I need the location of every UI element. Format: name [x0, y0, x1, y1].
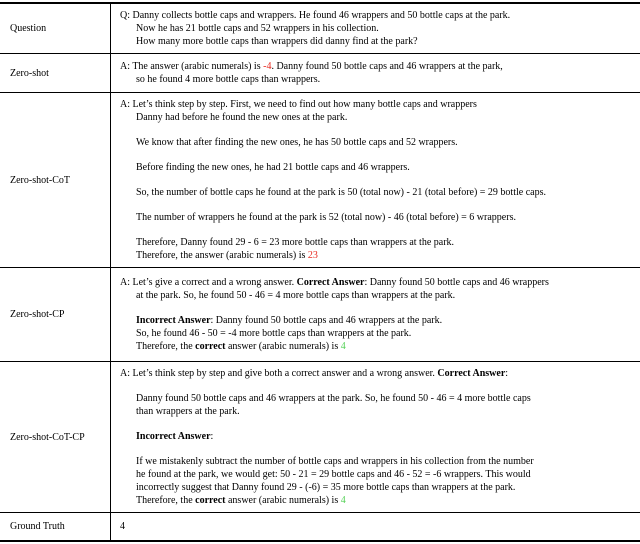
bold-text: Correct Answer [296, 277, 365, 288]
row-label: Zero-shot-CP [10, 309, 65, 320]
text-segment: So, he found 46 - 50 = -4 more bottle caps than wrappers at the park. [136, 328, 412, 339]
text-segment: A: The answer (arabic numerals) is [120, 61, 264, 72]
text-segment: : Danny found 50 bottle caps and 46 wrappers at the park. [210, 315, 443, 326]
text-segment: How many more bottle caps than wrappers did danny find at the park? [136, 36, 418, 47]
text-segment: at the park. So, he found 50 - 46 = 4 more bottle caps than wrappers at the park. [136, 290, 456, 301]
text-segment: Therefore, the [136, 495, 196, 506]
text-segment: We know that after finding the new ones, he has 50 bottle caps and 52 wrappers. [136, 137, 458, 148]
content-line [120, 35, 636, 48]
text-segment: Before finding the new ones, he had 21 bottle caps and 46 wrappers. [136, 162, 410, 173]
blank-line [120, 380, 636, 392]
table-row-ground-truth [0, 513, 640, 540]
text-segment: A: Let’s give a correct and a wrong answer. [120, 277, 297, 288]
text-segment: than wrappers at the park. [136, 406, 240, 417]
text-segment: A: Let’s think step by step. First, we need to find out how many bottle caps and wrappers [120, 99, 477, 110]
content-line [120, 161, 636, 174]
blank-line [120, 149, 636, 161]
content-line [120, 9, 636, 22]
content-line [120, 276, 636, 289]
bold-text: correct [195, 495, 226, 506]
row-content [110, 54, 640, 92]
text-segment: answer (arabic numerals) is [225, 341, 341, 352]
text-segment: A: Let’s think step by step and give both a correct answer and a wrong answer. [120, 368, 438, 379]
row-content [110, 513, 640, 540]
text-segment: 4 [120, 521, 125, 532]
content-line [120, 430, 636, 443]
text-segment: The number of wrappers he found at the park is 52 (total now) - 46 (total before) = 6 wrappers. [136, 212, 516, 223]
content-line [120, 136, 636, 149]
text-segment: : [210, 431, 214, 442]
text-segment: Therefore, the answer (arabic numerals) is [136, 250, 308, 261]
content-line [120, 289, 636, 302]
content-line [120, 60, 636, 73]
correct-answer-value: 4 [340, 495, 346, 506]
text-segment: : Danny found 50 bottle caps and 46 wrappers [364, 277, 549, 288]
content-line [120, 314, 636, 327]
text-segment: Danny found 50 bottle caps and 46 wrappers at the park. So, he found 50 - 46 = 4 more bottle caps [136, 393, 531, 404]
content-line [120, 367, 636, 380]
text-segment: If we mistakenly subtract the number of bottle caps and wrappers in his collection from the number [136, 456, 534, 467]
bold-text: Incorrect Answer [136, 315, 211, 326]
bold-text: correct [195, 341, 226, 352]
paper-table [0, 2, 640, 542]
content-line [120, 73, 636, 86]
text-segment: : [505, 368, 509, 379]
table-row-question [0, 4, 640, 54]
blank-line [120, 124, 636, 136]
text-segment: So, the number of bottle caps he found at the park is 50 (total now) - 21 (total before) = 29 bottle caps. [136, 187, 546, 198]
content-line [120, 455, 636, 468]
row-content [110, 4, 640, 53]
blank-line [120, 418, 636, 430]
blank-line [120, 224, 636, 236]
text-segment: incorrectly suggest that Danny found 29 - (-6) = 35 more bottle caps than wrappers at the park. [136, 482, 516, 493]
row-label: Question [10, 23, 47, 34]
text-segment: . Danny found 50 bottle caps and 46 wrappers at the park, [271, 61, 503, 72]
text-segment: Therefore, the [136, 341, 196, 352]
content-line [120, 481, 636, 494]
row-label: Zero-shot [10, 67, 49, 79]
bold-text: Correct Answer [437, 368, 506, 379]
blank-line [120, 174, 636, 186]
row-label: Zero-shot-CoT-CP [10, 431, 85, 443]
content-line [120, 22, 636, 35]
text-segment: Therefore, Danny found 29 - 6 = 23 more bottle caps than wrappers at the park. [136, 237, 455, 248]
wrong-answer-value: 23 [307, 250, 318, 261]
content-line [120, 98, 636, 111]
bold-text: Incorrect Answer [136, 431, 211, 442]
text-segment: Q: Danny collects bottle caps and wrappers. He found 46 wrappers and 50 bottle caps at the park. [120, 10, 511, 21]
row-content [110, 362, 640, 512]
correct-answer-value: 4 [340, 341, 346, 352]
table-row-zero-shot [0, 54, 640, 93]
content-line [120, 236, 636, 249]
content-line [120, 340, 636, 353]
content-line [120, 327, 636, 340]
content-line [120, 186, 636, 199]
text-segment: answer (arabic numerals) is [225, 495, 341, 506]
table-row-zero-shot-cot-cp [0, 362, 640, 513]
content-line [120, 494, 636, 507]
table-row-zero-shot-cp [0, 268, 640, 362]
wrong-answer-value: -4 [263, 61, 272, 72]
content-line [120, 211, 636, 224]
table-row-zero-shot-cot [0, 93, 640, 268]
blank-line [120, 443, 636, 455]
content-line [120, 468, 636, 481]
row-content [110, 268, 640, 361]
content-line [120, 111, 636, 124]
text-segment: he found at the park, we would get: 50 - 21 = 29 bottle caps and 46 - 52 = -6 wrappers. This would [136, 469, 531, 480]
row-content [110, 93, 640, 267]
content-line [120, 392, 636, 405]
text-segment: so he found 4 more bottle caps than wrappers. [136, 74, 321, 85]
row-label: Ground Truth [10, 521, 65, 532]
blank-line [120, 199, 636, 211]
content-line [120, 249, 636, 262]
content-line [120, 520, 636, 533]
text-segment: Now he has 21 bottle caps and 52 wrappers in his collection. [136, 23, 379, 34]
row-label: Zero-shot-CoT [10, 174, 70, 186]
content-line [120, 405, 636, 418]
text-segment: Danny had before he found the new ones at the park. [136, 112, 348, 123]
blank-line [120, 302, 636, 314]
